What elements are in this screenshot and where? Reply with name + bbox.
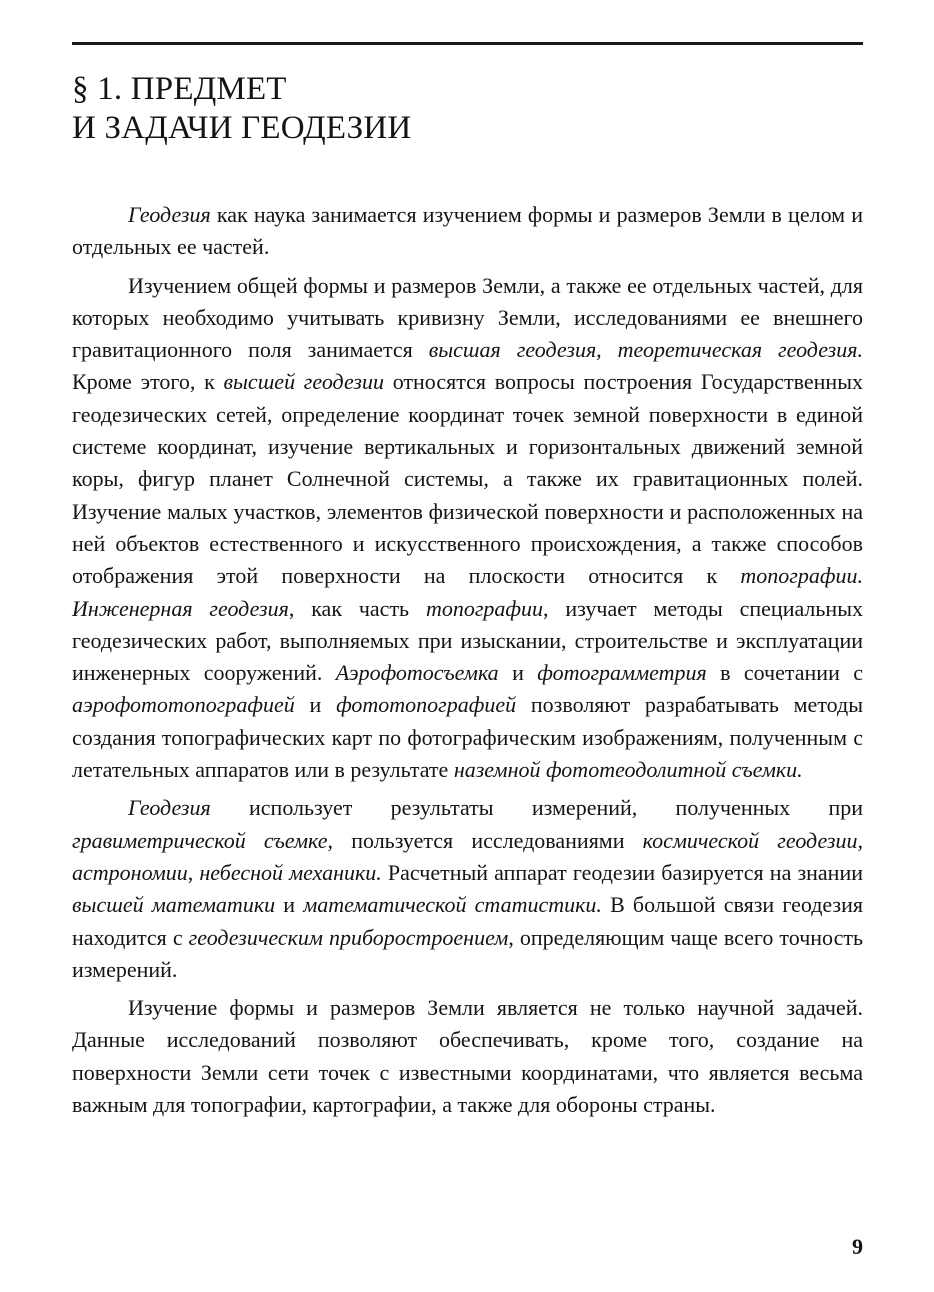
- italic-term: аэрофототопографией: [72, 692, 295, 718]
- italic-term: высшей геодезии: [223, 369, 384, 395]
- italic-term: Геодезия: [128, 202, 211, 227]
- section-heading-line-2: И ЗАДАЧИ ГЕОДЕЗИИ: [72, 110, 412, 146]
- italic-term: математической статистики.: [303, 892, 602, 918]
- italic-term: Аэрофотосъемка: [335, 660, 499, 686]
- italic-term: топографии: [425, 595, 544, 621]
- text-run: и: [498, 660, 538, 686]
- italic-term: геодезическим приборостроением: [188, 924, 509, 950]
- paragraph-1: [72, 199, 863, 264]
- text-run: относятся вопросы построения Государственных геодезических сетей, определение координат точек земной поверхности в единой системе координат, изучение вертикальных и горизонтальных движений земной коры, фигур планет Солнечной системы, а также их гравитационных полей. Изучение малых участков, элементов физической поверхности и расположенных на ней объектов естественного и искусственного происхождения, а также способов отображения этой поверхности на плоскости относится к: [72, 369, 863, 589]
- italic-term: топографии. Инженерная геодезия: [72, 563, 863, 621]
- text-run: В большой связи геодезия находится с: [72, 892, 864, 950]
- text-run: , пользуется исследованиями: [327, 827, 643, 853]
- text-run: Изучением общей формы и размеров Земли, а также ее отдельных частей, для которых необходимо учитывать кривизну Земли, исследованиями ее внешнего гравитационного поля занимается: [72, 272, 863, 363]
- italic-term: фототопографией: [336, 692, 517, 718]
- italic-term: высшая геодезия, теоретическая геодезия.: [428, 337, 863, 363]
- body-text: [72, 199, 863, 1127]
- text-run: и: [275, 892, 304, 918]
- text-run: Расчетный аппарат геодезии базируется на знании: [381, 859, 863, 885]
- italic-term: гравиметрической съемке: [72, 827, 328, 853]
- paragraph-4: [72, 992, 863, 1121]
- text-run: позволяют разрабатывать методы создания топографических карт по фотографическим изображениям, полученным с летательных аппаратов или в результате: [72, 692, 863, 783]
- text-run: , как часть: [288, 595, 426, 621]
- text-run: , изучает методы специальных геодезических работ, выполняемых при изыскании, строительстве и эксплуатации инженерных сооружений.: [72, 595, 863, 686]
- text-run: Кроме этого, к: [72, 369, 224, 395]
- italic-term: космической геодезии, астрономии, небесной механики.: [72, 827, 863, 885]
- text-run: , определяющим чаще всего точность измерений.: [72, 924, 863, 982]
- text-run: как наука занимается изучением формы и размеров Земли в целом и отдельных ее частей.: [72, 202, 863, 260]
- text-run: использует результаты измерений, полученных при: [210, 795, 863, 821]
- paragraph-3: [72, 792, 863, 986]
- page-number: 9: [852, 1234, 863, 1259]
- header-rule: [72, 42, 863, 45]
- italic-term: наземной фототеодолитной съемки.: [453, 757, 803, 783]
- text-run: в сочетании с: [706, 660, 863, 686]
- paragraph-2: [72, 270, 863, 787]
- text-run: Изучение формы и размеров Земли является не только научной задачей. Данные исследований позволяют обеспечивать, кроме того, создание на поверхности Земли сети точек с известными координатами, что является весьма важным для топографии, картографии, а также для обороны страны.: [72, 995, 863, 1118]
- italic-term: Геодезия: [128, 795, 211, 821]
- text-run: и: [294, 692, 337, 718]
- section-heading: [72, 70, 863, 148]
- italic-term: фотограмметрия: [537, 660, 707, 686]
- section-heading-line-1: § 1. ПРЕДМЕТ: [72, 71, 287, 107]
- italic-term: высшей математики: [72, 892, 276, 918]
